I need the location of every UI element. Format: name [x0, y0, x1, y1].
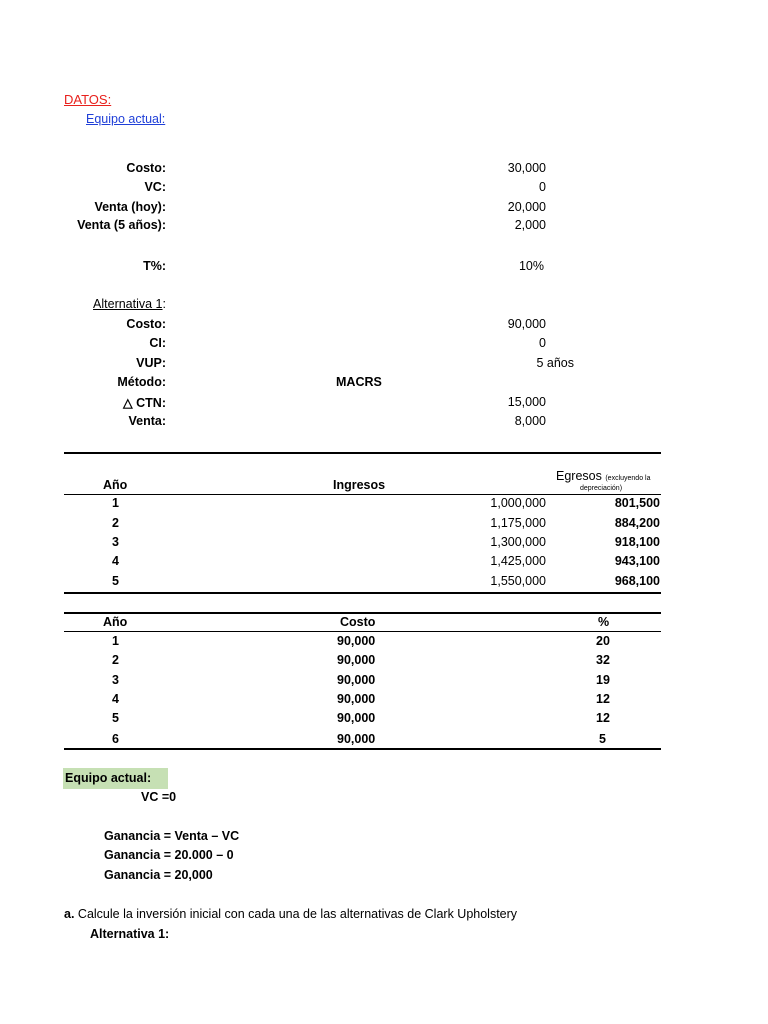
table1-anio: 1 [112, 496, 119, 510]
table2-anio: 6 [112, 732, 119, 746]
costo-label: Costo: [126, 161, 166, 175]
table1-egresos: 801,500 [614, 496, 660, 510]
table1-header-anio: Año [103, 478, 128, 492]
datos-title: DATOS: [64, 92, 112, 107]
table2-pct: 12 [596, 692, 610, 706]
table1-anio: 5 [112, 574, 119, 588]
table1-egresos: 943,100 [614, 554, 660, 568]
table2-pct: 32 [596, 653, 610, 667]
table1-ingresos: 1,175,000 [490, 516, 546, 530]
table2-costo: 90,000 [337, 732, 376, 746]
table2-header-anio: Año [103, 615, 128, 629]
table2-costo: 90,000 [337, 653, 376, 667]
table1-ingresos: 1,000,000 [490, 496, 546, 510]
alternativa-title-text: Alternativa 1 [93, 297, 163, 311]
table2-pct: 19 [596, 673, 610, 687]
venta-5-value: 2,000 [514, 218, 546, 232]
equipo-actual-subtitle: Equipo actual: [86, 112, 166, 126]
pregunta-letter: a. [64, 907, 75, 921]
table1-header-border [64, 494, 661, 495]
alt-venta-value: 8,000 [514, 414, 546, 428]
table1-anio: 4 [112, 554, 119, 568]
alt-costo-value: 90,000 [507, 317, 546, 331]
venta-hoy-label: Venta (hoy): [94, 200, 166, 214]
table1-bottom-border [64, 592, 661, 594]
table2-header-border [64, 631, 661, 632]
tasa-value: 10% [518, 259, 544, 273]
vup-label: VUP: [136, 356, 166, 370]
table1-egresos: 968,100 [614, 574, 660, 588]
table2-pct: 5 [599, 732, 606, 746]
table2-anio: 3 [112, 673, 119, 687]
table1-egresos: 884,200 [614, 516, 660, 530]
table1-ingresos: 1,300,000 [490, 535, 546, 549]
table2-anio: 1 [112, 634, 119, 648]
table2-pct: 12 [596, 711, 610, 725]
table2-header-costo: Costo [340, 615, 376, 629]
costo-value: 30,000 [507, 161, 546, 175]
table2-anio: 4 [112, 692, 119, 706]
metodo-value: MACRS [336, 375, 382, 389]
table2-anio: 2 [112, 653, 119, 667]
pregunta-sub: Alternativa 1: [90, 927, 170, 941]
calculo-heading: Equipo actual: [63, 768, 168, 789]
table1-egresos: 918,100 [614, 535, 660, 549]
table2-header-pct: % [598, 615, 610, 629]
alt-costo-label: Costo: [126, 317, 166, 331]
alt-venta-label: Venta: [128, 414, 166, 428]
table2-costo: 90,000 [337, 673, 376, 687]
table1-ingresos: 1,425,000 [490, 554, 546, 568]
metodo-label: Método: [117, 375, 166, 389]
table2-costo: 90,000 [337, 634, 376, 648]
table2-costo: 90,000 [337, 692, 376, 706]
table1-header-egresos [556, 469, 650, 483]
vc-label: VC: [144, 180, 166, 194]
ganancia-line-2: Ganancia = 20.000 – 0 [104, 848, 234, 862]
table2-costo: 90,000 [337, 711, 376, 725]
table2-top-border [64, 612, 661, 614]
tasa-label: T%: [143, 259, 166, 273]
ctn-label: △ CTN: [123, 396, 166, 410]
calculo-vc: VC =0 [141, 790, 177, 804]
venta-hoy-value: 20,000 [507, 200, 546, 214]
table1-ingresos: 1,550,000 [490, 574, 546, 588]
ctn-value: 15,000 [507, 395, 546, 409]
ganancia-line-3: Ganancia = 20,000 [104, 868, 213, 882]
alternativa-title [46, 297, 166, 311]
ganancia-line-1: Ganancia = Venta – VC [104, 829, 240, 843]
vup-value: 5 años [536, 356, 574, 370]
ci-label: CI: [149, 336, 166, 350]
table1-top-border [64, 452, 661, 454]
table1-anio: 2 [112, 516, 119, 530]
alternativa-colon: : [162, 297, 166, 311]
egresos-note-1: (excluyendo la [605, 475, 651, 482]
venta-5-label: Venta (5 años): [77, 218, 166, 232]
ci-value: 0 [539, 336, 546, 350]
egresos-note-2: depreciación) [580, 485, 623, 492]
egresos-text: Egresos [556, 469, 602, 483]
vc-value: 0 [539, 180, 546, 194]
table1-anio: 3 [112, 535, 119, 549]
table2-pct: 20 [596, 634, 610, 648]
table1-header-ingresos: Ingresos [333, 478, 386, 492]
pregunta-a [64, 907, 517, 921]
table2-bottom-border [64, 748, 661, 750]
pregunta-text: Calcule la inversión inicial con cada una de las alternativas de Clark Upholstery [77, 907, 518, 921]
table2-anio: 5 [112, 711, 119, 725]
